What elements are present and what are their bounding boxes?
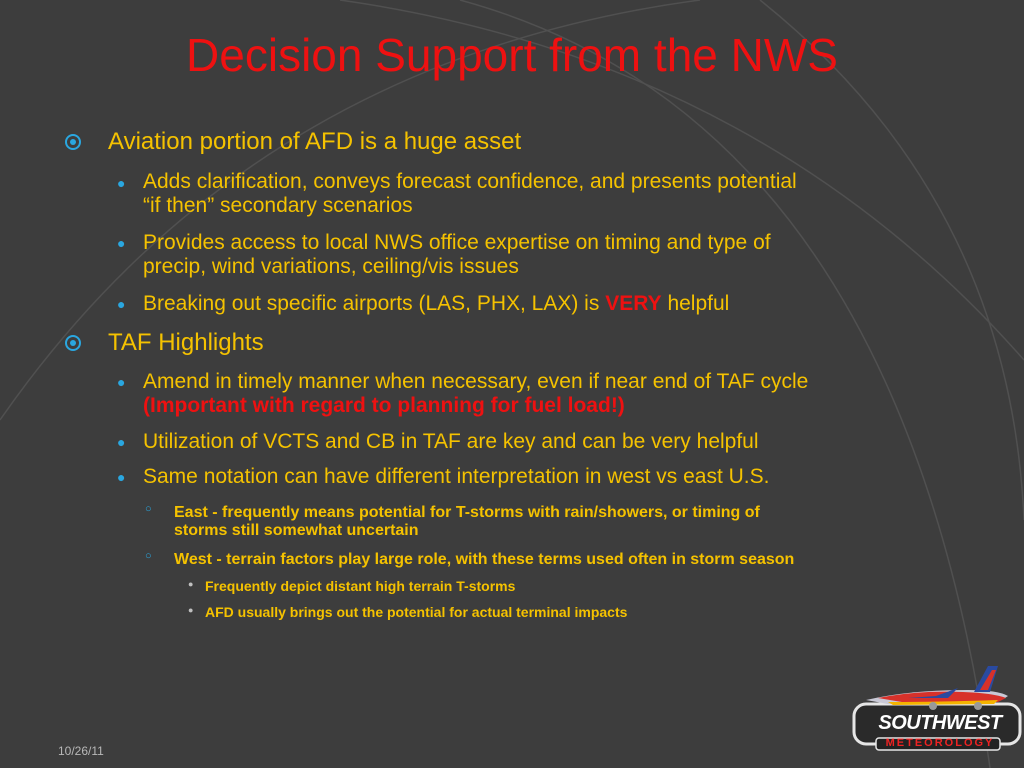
bullet-amend-line1: Amend in timely manner when necessary, even if near end of TAF cycle xyxy=(143,370,809,393)
slide-title: Decision Support from the NWS xyxy=(186,29,838,81)
circle-bullet-icon: ○ xyxy=(145,503,152,515)
circle-bullet-icon: ○ xyxy=(145,550,152,562)
bullet-breaking-out xyxy=(143,292,729,316)
disc-bullet-icon: ● xyxy=(117,374,126,390)
bullet-frequently-depict: Frequently depict distant high terrain T-storms xyxy=(205,578,516,594)
bullet-provides-access-line2: precip, wind variations, ceiling/vis issues xyxy=(143,255,519,278)
bullet-adds-clarification-line2: “if then” secondary scenarios xyxy=(143,194,413,217)
bullet-aviation: Aviation portion of AFD is a huge asset xyxy=(108,128,522,155)
bullet-adds-clarification-line1: Adds clarification, conveys forecast confidence, and presents potential xyxy=(143,170,797,193)
bullet-utilization: Utilization of VCTS and CB in TAF are key and can be very helpful xyxy=(143,430,759,453)
bullet-afd-brings-out: AFD usually brings out the potential for actual terminal impacts xyxy=(205,604,628,620)
disc-bullet-icon: ● xyxy=(117,175,126,191)
target-bullet-icon xyxy=(64,133,82,156)
very-emphasis: VERY xyxy=(605,292,662,315)
disc-bullet-icon: ● xyxy=(117,296,126,312)
bullet-amend-emphasis: (Important with regard to planning for fuel load!) xyxy=(143,394,625,417)
bullet-same-notation: Same notation can have different interpretation in west vs east U.S. xyxy=(143,465,770,488)
disc-bullet-icon: ● xyxy=(188,579,194,589)
disc-bullet-icon: ● xyxy=(188,605,194,615)
breaking-out-text: Breaking out specific airports (LAS, PHX, LAX) is xyxy=(143,292,606,315)
breaking-out-tail: helpful xyxy=(661,292,730,315)
disc-bullet-icon: ● xyxy=(117,235,126,251)
disc-bullet-icon: ● xyxy=(117,469,126,485)
slide-date: 10/26/11 xyxy=(58,744,104,758)
bullet-taf-highlights: TAF Highlights xyxy=(108,329,264,356)
logo-subtitle: METEOROLOGY xyxy=(885,737,995,749)
bullet-west: West - terrain factors play large role, with these terms used often in storm season xyxy=(174,551,795,568)
target-bullet-icon xyxy=(64,334,82,357)
bullet-east-line1: East - frequently means potential for T-storms with rain/showers, or timing of xyxy=(174,504,760,521)
bullet-provides-access-line1: Provides access to local NWS office expertise on timing and type of xyxy=(143,231,771,254)
logo-name: SOUTHWEST xyxy=(878,712,1002,734)
bullet-east-line2: storms still somewhat uncertain xyxy=(174,522,419,539)
disc-bullet-icon: ● xyxy=(117,434,126,450)
